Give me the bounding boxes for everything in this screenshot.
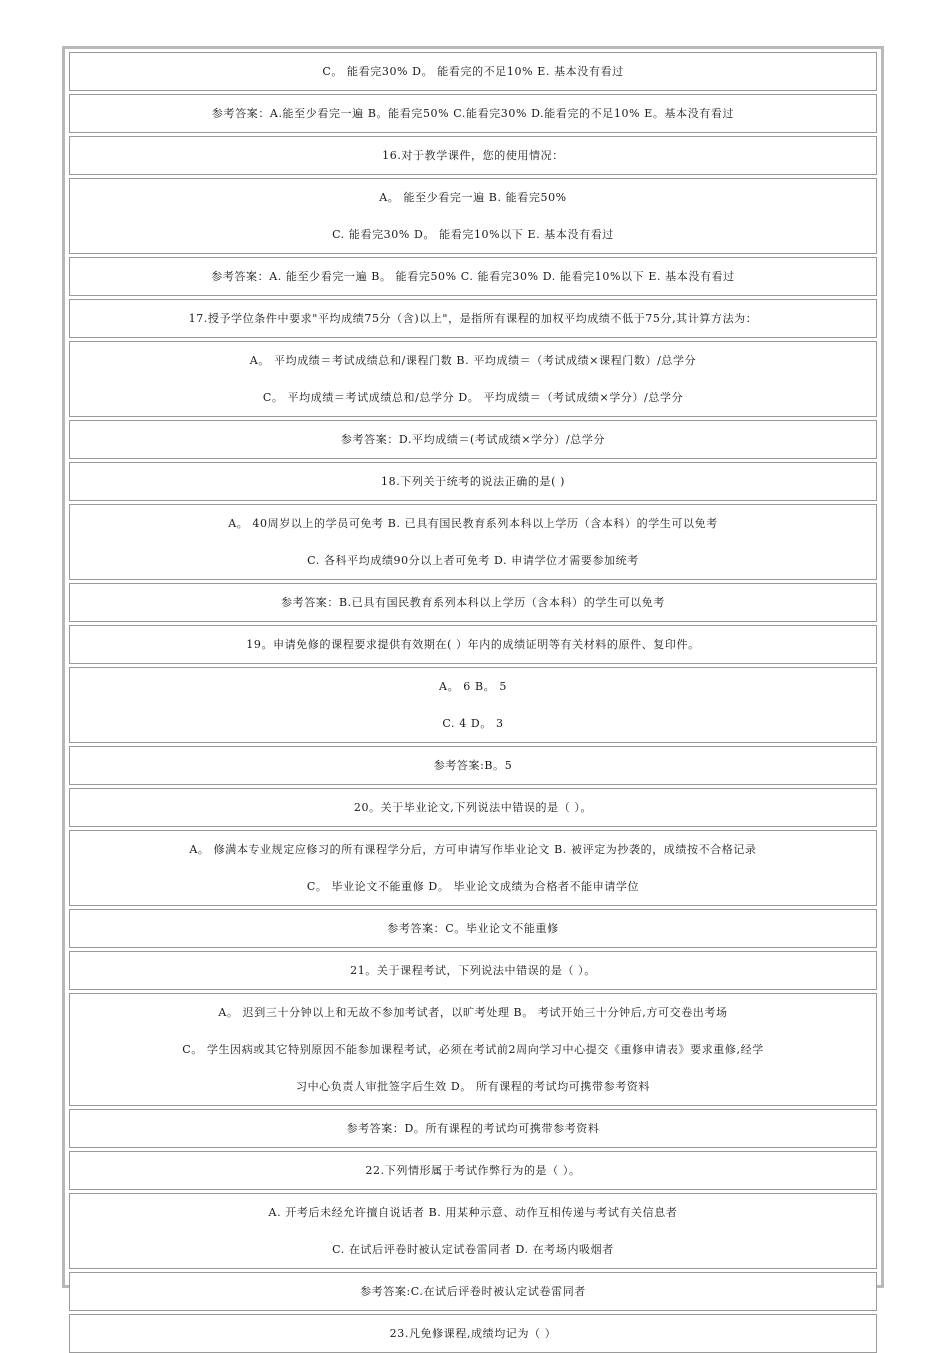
table-row <box>69 1272 877 1311</box>
row-text-line: 参考答案:B。5 <box>433 759 513 772</box>
document-frame <box>62 46 884 1340</box>
row-text-line: 参考答案：D。所有课程的考试均可携带参考资料 <box>346 1122 600 1135</box>
table-row <box>69 1151 877 1190</box>
table-row <box>69 583 877 622</box>
row-text-line: C。 毕业论文不能重修 D。 毕业论文成绩为合格者不能申请学位 <box>306 880 640 893</box>
table-row <box>69 257 877 296</box>
row-text-line: C. 4 D。 3 <box>442 717 504 730</box>
row-text-line: 16.对于教学课件，您的使用情况： <box>382 149 564 162</box>
row-text-line: C。 能看完30% D。 能看完的不足10% E. 基本没有看过 <box>322 65 624 78</box>
row-text-line: A。 平均成绩＝考试成绩总和/课程门数 B. 平均成绩＝（考试成绩×课程门数）/总学分 <box>249 354 697 367</box>
row-text-line: 参考答案：C。毕业论文不能重修 <box>387 922 559 935</box>
table-row <box>69 625 877 664</box>
table-row <box>69 299 877 338</box>
table-row <box>69 178 877 254</box>
question-table <box>69 52 877 1340</box>
row-text-line: 参考答案：B.已具有国民教育系列本科以上学历（含本科）的学生可以免考 <box>281 596 665 609</box>
row-text-line: 21。关于课程考试，下列说法中错误的是（ ）。 <box>350 964 596 977</box>
row-text-line: 参考答案:C.在试后评卷时被认定试卷雷同者 <box>360 1285 586 1298</box>
row-text-line: C。 平均成绩＝考试成绩总和/总学分 D。 平均成绩＝（考试成绩×学分）/总学分 <box>262 391 684 404</box>
row-text-line: 参考答案：A.能至少看完一遍 B。能看完50% C.能看完30% D.能看完的不足10% E。基本没有看过 <box>211 107 735 120</box>
row-text-line: C。 学生因病或其它特别原因不能参加课程考试，必须在考试前2周向学习中心提交《重修申请表》要求重修,经学 <box>182 1043 764 1056</box>
row-text-line: 参考答案：A. 能至少看完一遍 B。 能看完50% C. 能看完30% D. 能看完10%以下 E. 基本没有看过 <box>211 270 735 283</box>
row-text-line: 20。关于毕业论文,下列说法中错误的是（ ）。 <box>353 801 593 814</box>
table-row <box>69 788 877 827</box>
table-row <box>69 667 877 743</box>
table-row <box>69 1109 877 1148</box>
table-row <box>69 504 877 580</box>
row-text-line: 参考答案：D.平均成绩＝(考试成绩×学分）/总学分 <box>340 433 606 446</box>
row-text-line: 18.下列关于统考的说法正确的是( ) <box>381 475 565 488</box>
row-text-line: C. 能看完30% D。 能看完10%以下 E. 基本没有看过 <box>332 228 614 241</box>
row-text-line: 17.授予学位条件中要求"平均成绩75分（含)以上"，是指所有课程的加权平均成绩不低于75分,其计算方法为： <box>188 312 758 325</box>
row-text-line: A。 能至少看完一遍 B. 能看完50% <box>379 191 567 204</box>
table-row <box>69 136 877 175</box>
row-text-line: C. 在试后评卷时被认定试卷雷同者 D. 在考场内吸烟者 <box>332 1243 614 1256</box>
row-text-line: A。 迟到三十分钟以上和无故不参加考试者，以旷考处理 B。 考试开始三十分钟后,方可交卷出考场 <box>218 1006 728 1019</box>
table-row <box>69 52 877 91</box>
row-text-line: A. 开考后未经允许擅自说话者 B. 用某种示意、动作互相传递与考试有关信息者 <box>268 1206 678 1219</box>
row-text-line: 22.下列情形属于考试作弊行为的是（ ）。 <box>365 1164 581 1177</box>
row-text-line: A。 修满本专业规定应修习的所有课程学分后，方可申请写作毕业论文 B. 被评定为抄袭的，成绩按不合格记录 <box>189 843 757 856</box>
table-row <box>69 420 877 459</box>
row-text-line: C. 各科平均成绩90分以上者可免考 D. 申请学位才需要参加统考 <box>307 554 639 567</box>
table-row <box>69 993 877 1106</box>
table-row <box>69 746 877 785</box>
table-row <box>69 94 877 133</box>
table-row <box>69 1193 877 1269</box>
table-row <box>69 951 877 990</box>
table-row <box>69 341 877 417</box>
row-text-line: A。 6 B。 5 <box>439 680 507 693</box>
row-text-line: 23.凡免修课程,成绩均记为（ ） <box>389 1327 557 1340</box>
row-text-line: 19。申请免修的课程要求提供有效期在( ）年内的成绩证明等有关材料的原件、复印件。 <box>246 638 700 651</box>
table-row <box>69 1314 877 1353</box>
table-row <box>69 462 877 501</box>
table-row <box>69 909 877 948</box>
table-row <box>69 830 877 906</box>
row-text-line: A。 40周岁以上的学员可免考 B. 已具有国民教育系列本科以上学历（含本科）的学生可以免考 <box>228 517 718 530</box>
row-text-line: 习中心负责人审批签字后生效 D。 所有课程的考试均可携带参考资料 <box>295 1080 650 1093</box>
